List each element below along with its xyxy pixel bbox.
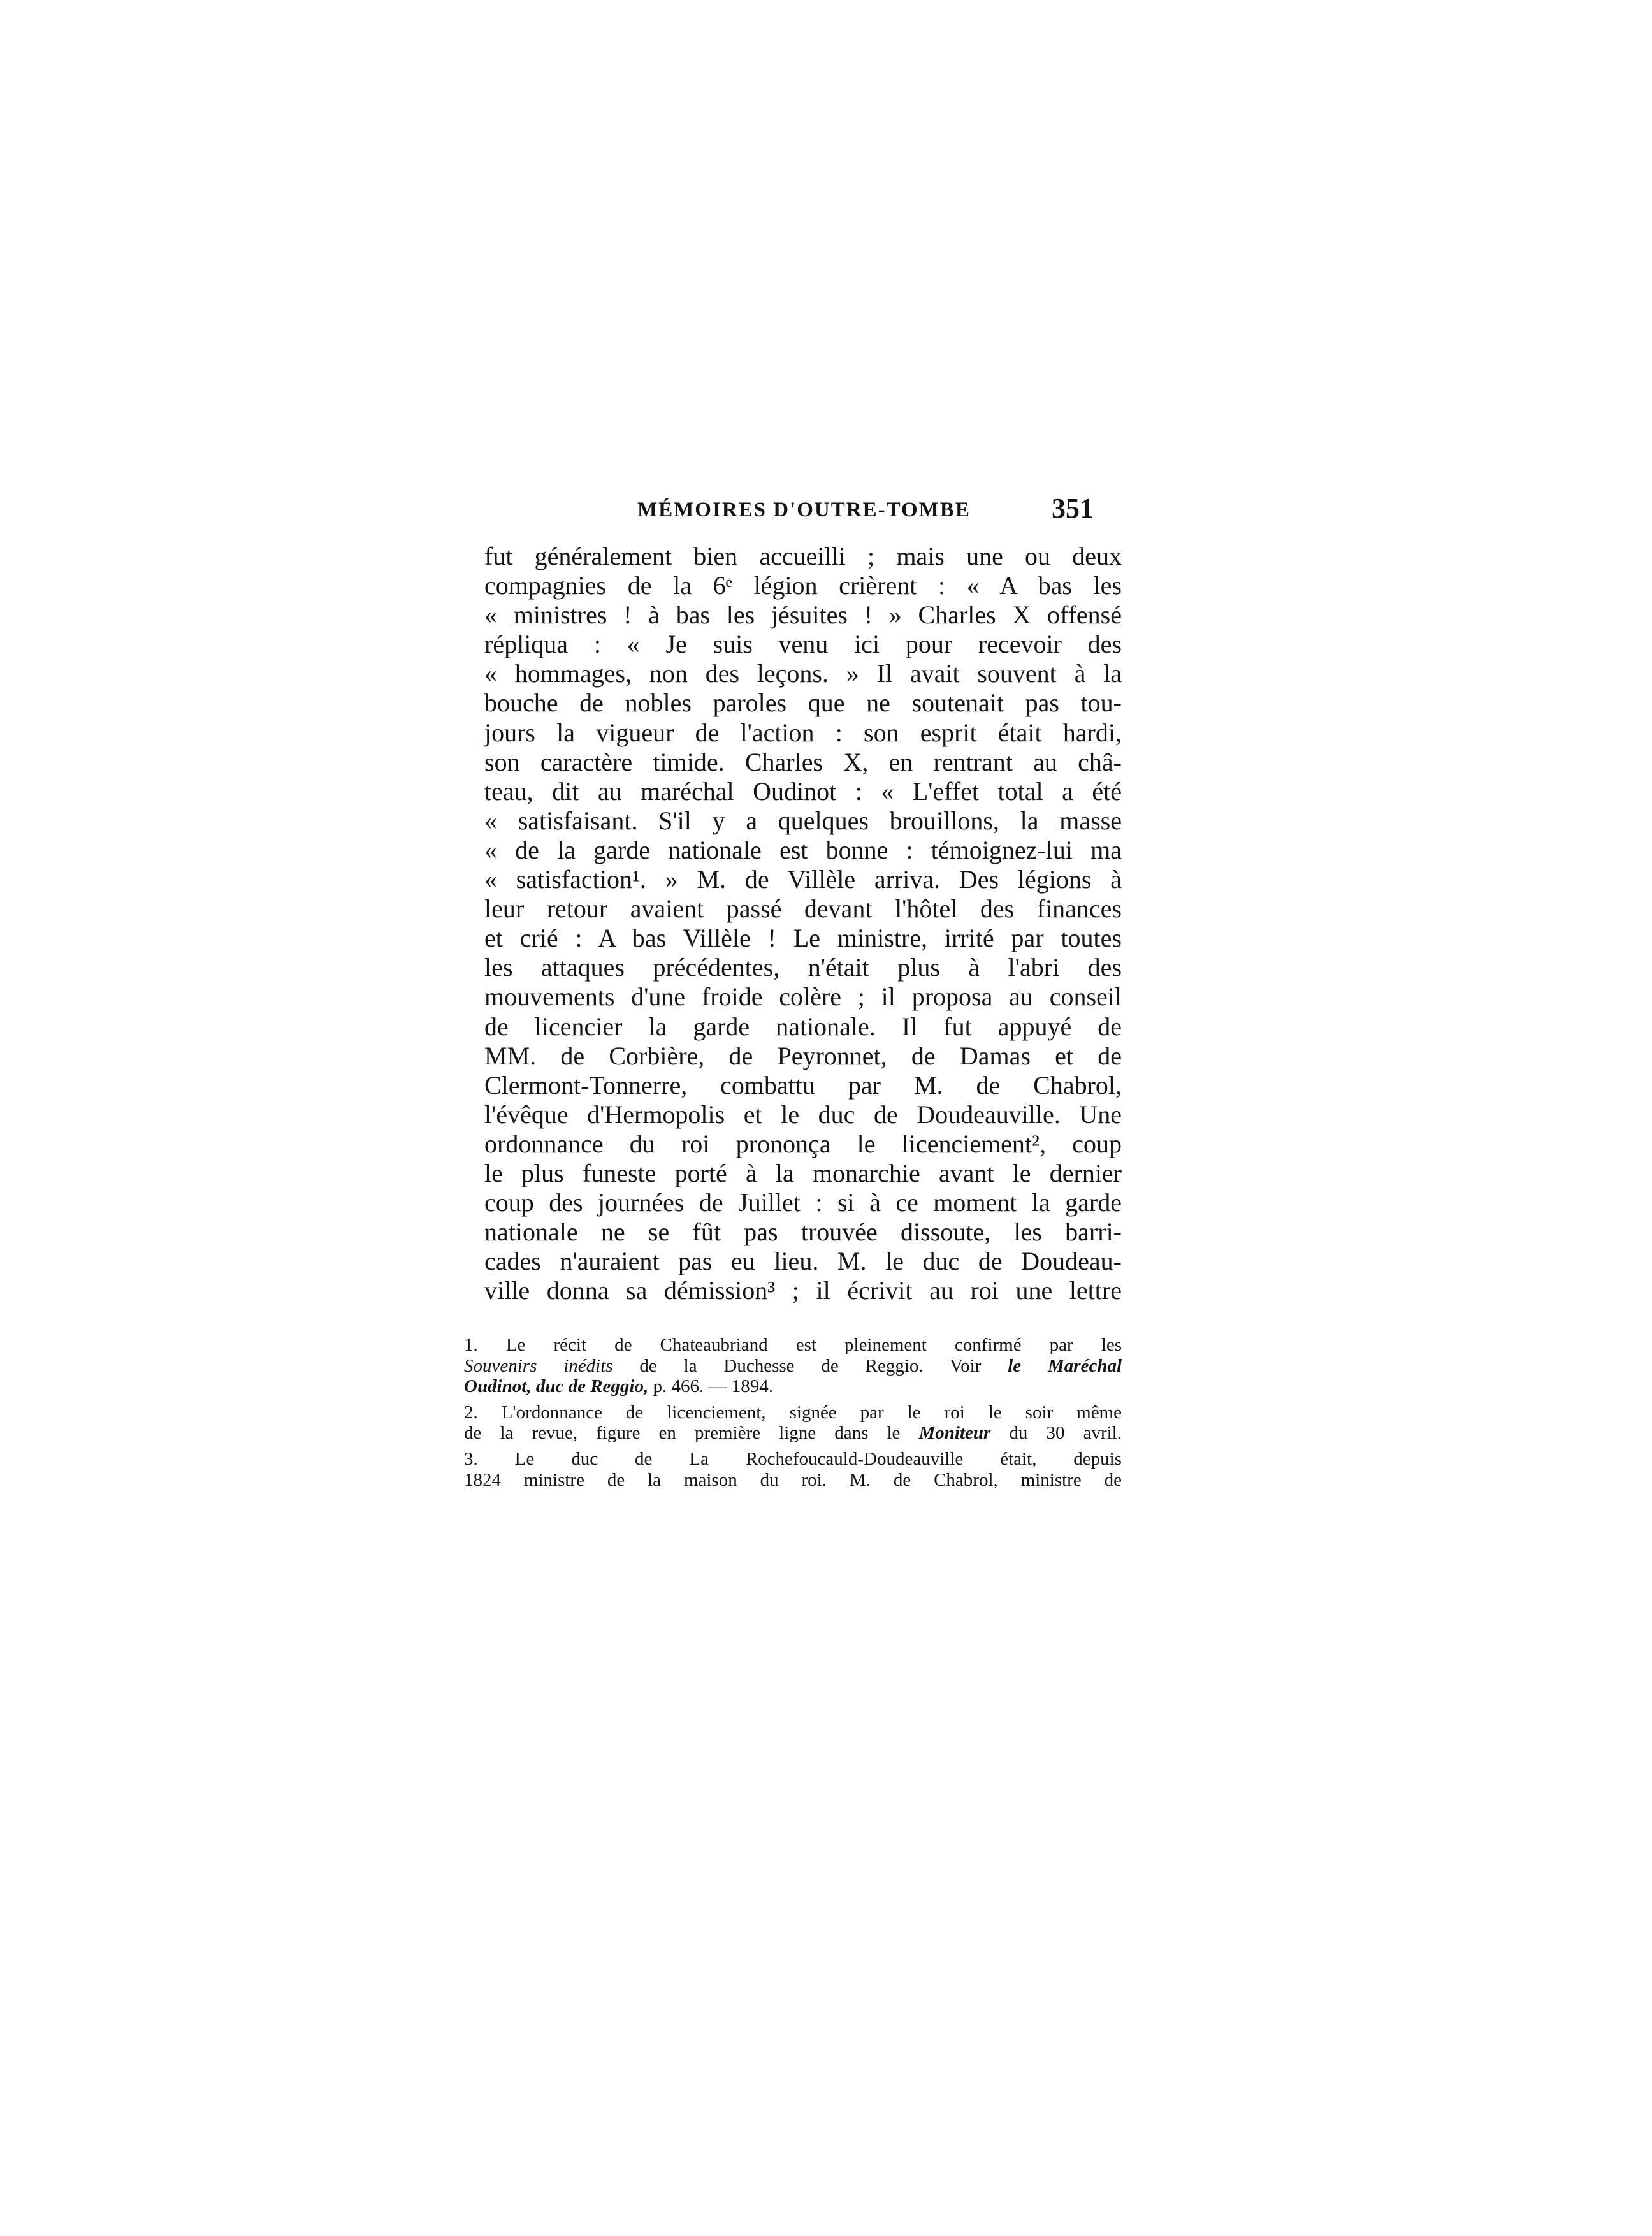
footnote-line: 1824 ministre de la maison du roi. M. de Chabrol, ministre de (464, 1469, 1122, 1490)
text-line: fut généralement bien accueilli ; mais une ou deux (484, 542, 1122, 570)
footnote-text: de la revue, figure en première ligne dans le (464, 1423, 919, 1444)
footnote-1 (464, 1335, 1122, 1397)
page-header (484, 492, 1122, 530)
text-line: cades n'auraient pas eu lieu. M. le duc de Doudeau- (484, 1247, 1122, 1276)
text-line: et crié : A bas Villèle ! Le ministre, irrité par toutes (484, 924, 1122, 953)
text-line: ordonnance du roi prononça le licenciement², coup (484, 1129, 1122, 1158)
text-line: « hommages, non des leçons. » Il avait souvent à la (484, 659, 1122, 688)
footnote-italic: le Maréchal (1008, 1355, 1122, 1376)
text-line: « ministres ! à bas les jésuites ! » Charles X offensé (484, 600, 1122, 630)
text-line: les attaques précédentes, n'était plus à l'abri des (484, 953, 1122, 982)
text-line: coup des journées de Juillet : si à ce moment la garde (484, 1188, 1122, 1217)
text-line: Clermont-Tonnerre, combattu par M. de Chabrol, (484, 1070, 1122, 1100)
footnote-3 (464, 1449, 1122, 1490)
footnote-2 (464, 1402, 1122, 1444)
page-number: 351 (1052, 493, 1094, 524)
footnote-text: de la Duchesse de Reggio. Voir (612, 1355, 1008, 1376)
text-line: le plus funeste porté à la monarchie avant le dernier (484, 1158, 1122, 1187)
running-title: MÉMOIRES D'OUTRE-TOMBE (637, 498, 971, 521)
footnotes (464, 1335, 1122, 1490)
footnote-italic: Moniteur (918, 1423, 991, 1444)
text-line: « satisfaisant. S'il y a quelques brouillons, la masse (484, 806, 1122, 835)
text-line: bouche de nobles paroles que ne soutenait pas tou- (484, 688, 1122, 718)
main-text (484, 542, 1122, 1305)
text-line: nationale ne se fût pas trouvée dissoute, les barri- (484, 1217, 1122, 1247)
text-line: répliqua : « Je suis venu ici pour recevoir des (484, 630, 1122, 659)
text-line: « de la garde nationale est bonne : témoignez-lui ma (484, 835, 1122, 864)
text-line: l'évêque d'Hermopolis et le duc de Doudeauville. Une (484, 1100, 1122, 1129)
footnote-line: 2. L'ordonnance de licenciement, signée par le roi le soir même (464, 1402, 1122, 1423)
footnote-text: p. 466. — 1894. (648, 1376, 773, 1397)
text-line: teau, dit au maréchal Oudinot : « L'effet total a été (484, 776, 1122, 806)
footnote-italic: Oudinot, duc de Reggio, (464, 1376, 649, 1397)
text-line: MM. de Corbière, de Peyronnet, de Damas et de (484, 1041, 1122, 1070)
footnote-italic: Souvenirs inédits (464, 1355, 613, 1376)
footnote-line (464, 1356, 1122, 1377)
footnote-line: 1. Le récit de Chateaubriand est pleinement confirmé par les (464, 1335, 1122, 1355)
text-line: compagnies de la 6ᵉ légion crièrent : « A bas les (484, 571, 1122, 600)
text-line: leur retour avaient passé devant l'hôtel des finances (484, 894, 1122, 924)
text-line: de licencier la garde nationale. Il fut appuyé de (484, 1012, 1122, 1041)
footnote-line (464, 1376, 1122, 1397)
footnote-line: 3. Le duc de La Rochefoucauld-Doudeauville était, depuis (464, 1448, 1122, 1469)
text-line: mouvements d'une froide colère ; il proposa au conseil (484, 982, 1122, 1012)
text-line: « satisfaction¹. » M. de Villèle arriva. Des légions à (484, 865, 1122, 894)
text-line: jours la vigueur de l'action : son esprit était hardi, (484, 718, 1122, 747)
text-line: ville donna sa démission³ ; il écrivit au roi une lettre (484, 1276, 1122, 1305)
footnote-text: du 30 avril. (990, 1423, 1122, 1444)
footnote-line (464, 1423, 1122, 1444)
text-line: son caractère timide. Charles X, en rentrant au châ- (484, 747, 1122, 776)
